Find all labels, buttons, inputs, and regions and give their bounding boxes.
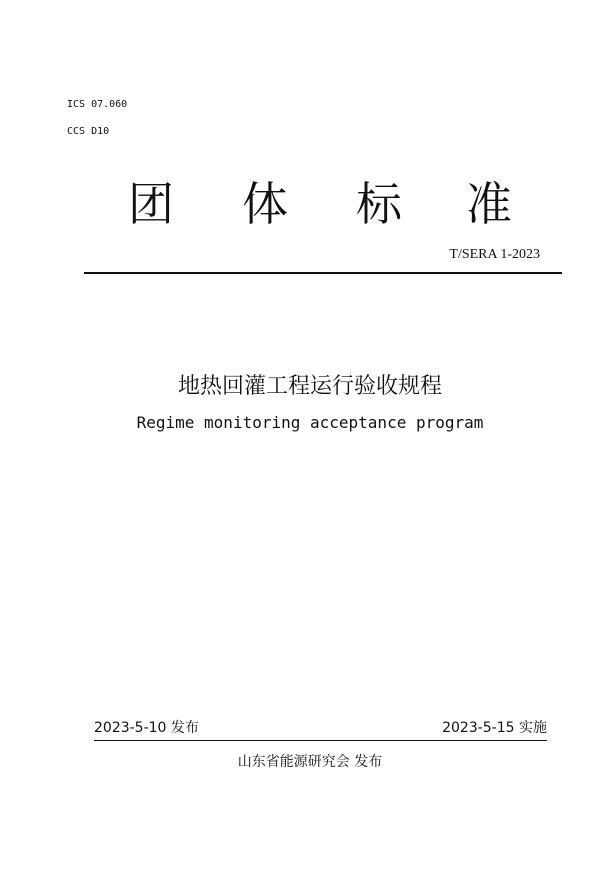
publish-date: 2023-5-10 发布 [94, 720, 199, 736]
category-char-3: 标 [356, 177, 402, 231]
standard-category-heading [128, 178, 528, 230]
ics-code: ICS 07.060 [67, 99, 128, 110]
category-char-4: 准 [466, 177, 512, 231]
header-divider [84, 272, 562, 274]
publisher-line [0, 752, 608, 772]
date-row [94, 718, 547, 741]
category-char-2: 体 [242, 177, 288, 231]
standard-number: T/SERA 1-2023 [449, 247, 540, 262]
document-title-english: Regime monitoring acceptance program [136, 413, 484, 432]
document-title-chinese: 地热回灌工程运行验收规程 [177, 374, 442, 399]
publisher-action: 发布 [354, 754, 383, 770]
ccs-code: CCS D10 [67, 126, 110, 137]
category-char-1: 团 [128, 177, 174, 231]
implement-date: 2023-5-15 实施 [442, 720, 547, 736]
publisher-organization: 山东省能源研究会 [237, 754, 350, 770]
